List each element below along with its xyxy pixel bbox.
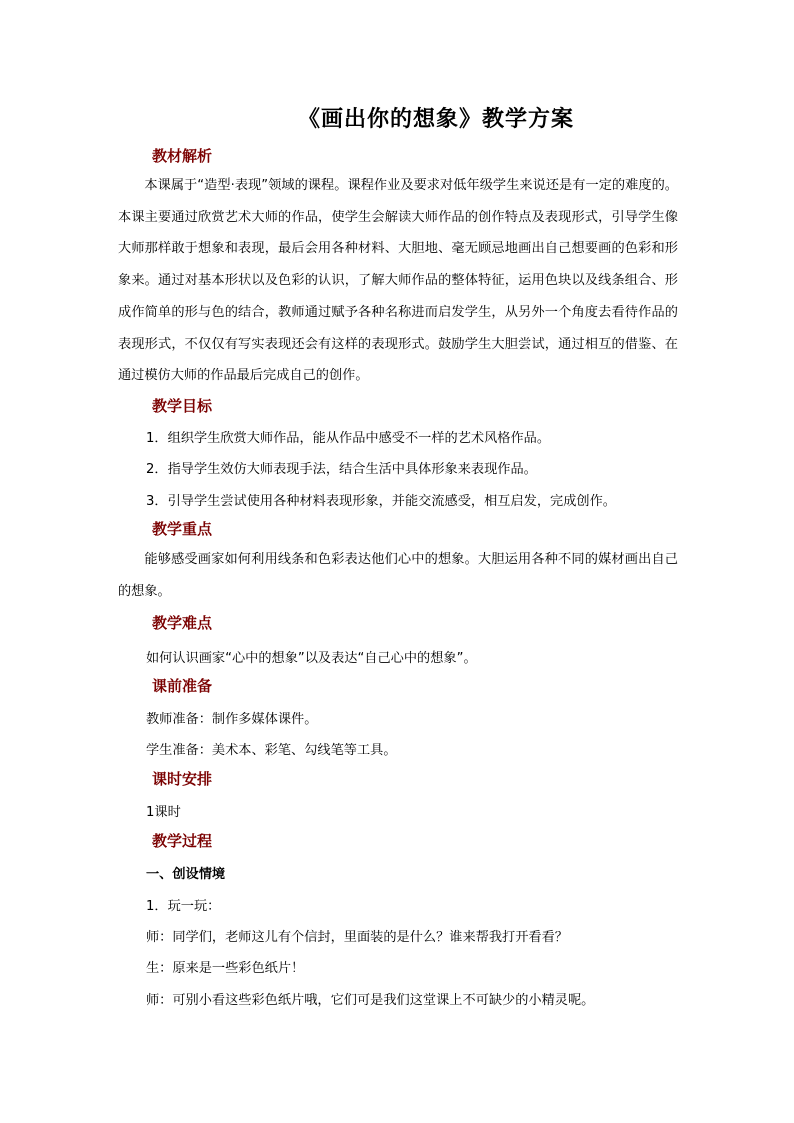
heading-preparation: 课前准备 [152, 677, 213, 695]
goal-item-1: 1．组织学生欣赏大师作品，能从作品中感受不一样的艺术风格作品。 [146, 431, 551, 446]
goal-item-2: 2．指导学生效仿大师表现手法，结合生活中具体形象来表现作品。 [146, 462, 537, 477]
dialog-line-1: 师：同学们，老师这儿有个信封，里面装的是什么？谁来帮我打开看看？ [146, 930, 568, 945]
difficulty-text: 如何认识画家“心中的想象”以及表达“自己心中的想象”。 [146, 651, 477, 666]
heading-schedule: 课时安排 [152, 770, 213, 788]
schedule-text: 1课时 [146, 805, 181, 820]
analysis-paragraph: 本课属于“造型·表现”领域的课程。课程作业及要求对低年级学生来说还是有一定的难度的。本课主要通过欣赏艺术大师的作品，使学生会解读大师作品的创作特点及表现形式，引导学生像大师那样敢于想象和表现，最后会用各种材料、大胆地、毫无顾忌地画出自己想要画的色彩和形象来。通过对基本形状以及色彩的认识，了解大师作品的整体特征，运用色块以及线条组合、形成作简单的形与色的结合，教师通过赋予各种名称进而启发学生，从另外一个角度去看待作品的表现形式，不仅仅有写实表现还会有这样的表现形式。鼓励学生大胆尝试，通过相互的借鉴、在通过模仿大师的作品最后完成自己的创作。 [118, 178, 678, 384]
dialog-line-2: 生：原来是一些彩色纸片！ [146, 961, 305, 976]
heading-analysis: 教材解析 [152, 147, 213, 165]
document-title: 《画出你的想象》教学方案 [297, 106, 574, 132]
heading-focus: 教学重点 [152, 520, 213, 538]
focus-paragraph: 能够感受画家如何利用线条和色彩表达他们心中的想象。大胆运用各种不同的媒材画出自己的想象。 [118, 552, 678, 599]
heading-difficulty: 教学难点 [152, 614, 213, 632]
process-step-1: 一、创设情境 [146, 867, 226, 882]
teacher-preparation: 教师准备：制作多媒体课件。 [146, 712, 318, 727]
heading-goals: 教学目标 [152, 397, 213, 415]
goal-item-3: 3．引导学生尝试使用各种材料表现形象，并能交流感受，相互启发，完成创作。 [146, 494, 616, 509]
heading-process: 教学过程 [152, 832, 213, 850]
process-sub-1: 1．玩一玩： [146, 899, 221, 914]
dialog-line-3: 师：可别小看这些彩色纸片哦，它们可是我们这堂课上不可缺少的小精灵呢。 [146, 993, 595, 1008]
student-preparation: 学生准备：美术本、彩笔、勾线笔等工具。 [146, 743, 397, 758]
